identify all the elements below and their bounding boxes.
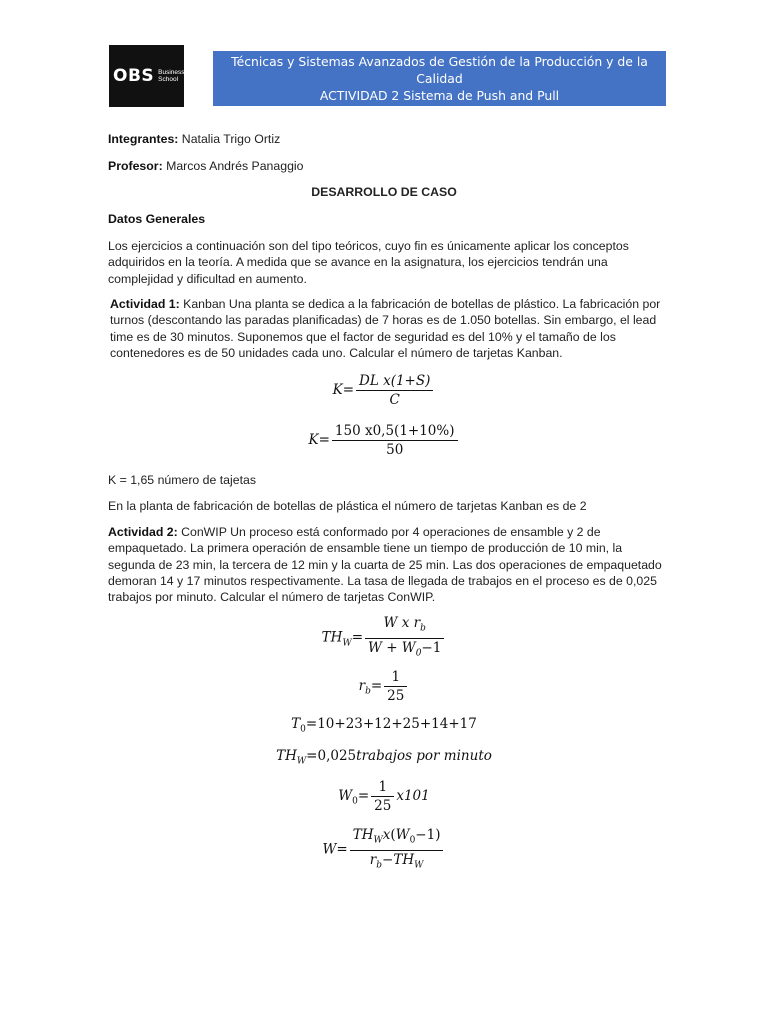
thw-value: $TH_W=0,025trabajos$ por minuto	[276, 748, 492, 767]
kanban-result: K = 1,65 número de tajetas	[108, 473, 257, 487]
general-heading: Datos Generales	[108, 212, 206, 226]
actividad2-paragraph	[108, 524, 664, 605]
banner-line2: ACTIVIDAD 2 Sistema de Push and Pull	[319, 88, 560, 103]
kanban-substitution: K= $\frac{150 x0,5(1+10\%)}{50}$	[0, 422, 768, 459]
actividad2-text: ConWIP Un proceso está conformado por 4 operaciones de ensamble y 2 de empaquetado. La primera operación de ensamble tiene un tiempo de producción de 10 min, la segunda de 23 min, la tercera de 12 min y la cuarta de 25 min. Las dos operaciones de empaquetado demoran 14 y 17 minutos respectivamente. La tasa de llegada de trabajos en el proceso es de 0,025 trabajos por minuto. Calcular el número de tarjetas ConWIP.	[108, 525, 662, 605]
title-banner	[213, 51, 666, 106]
thw-rhs: =0,025	[306, 748, 357, 764]
kanban-sub-num: 150 x0,5(1+10%)	[332, 422, 458, 441]
rb-formula: $r_b=$ $\frac{1}{25}$	[0, 668, 768, 705]
w0-formula: $W_0=$ $\frac{1}{25}$ x101	[338, 779, 430, 814]
thw-unit: trabajos por minuto	[356, 748, 492, 764]
w0-mult: x101	[396, 788, 430, 804]
actividad1-paragraph	[110, 296, 666, 361]
actividad1-text: Kanban Una planta se dedica a la fabricación de botellas de plástico. La fabricación por turnos (descontando las paradas planificadas) de 7 horas es de 1.050 botellas. Sin embargo, el lead time es de 30 minutos. Suponemos que el factor de seguridad es del 10% y el tamaño de los contenedores es de 50 unidades cada uno. Calcular el número de tarjetas Kanban.	[110, 297, 661, 360]
general-text: Los ejercicios a continuación son del tipo teóricos, cuyo fin es únicamente aplicar los conceptos adquiridos en la teoría. A medida que se avance en la asignatura, los ejercicios tendrán una complejidad y dificultad en aumento.	[108, 239, 629, 286]
logo-sub-line2: School	[158, 76, 179, 83]
logo-sub-line1: Business	[158, 69, 185, 76]
kanban-formula-den: C	[389, 392, 400, 408]
profesor-value: Marcos Andrés Panaggio	[162, 159, 304, 173]
banner-line1: Técnicas y Sistemas Avanzados de Gestión de la Producción y de la Calidad	[231, 54, 648, 86]
kanban-formula-num: DL x(1+S)	[356, 372, 433, 391]
case-title: DESARROLLO DE CASO	[311, 185, 457, 199]
kanban-conclusion: En la planta de fabricación de botellas de plástica el número de tarjetas Kanban es de 2	[108, 499, 587, 513]
integrantes-line	[108, 131, 664, 147]
integrantes-value: Natalia Trigo Ortiz	[178, 132, 281, 146]
logo-sub-text	[158, 69, 184, 83]
profesor-label: Profesor:	[108, 159, 163, 173]
thw-formula: $TH_W=$ $\frac{W x r_b}{W + W_0-1}$	[0, 614, 768, 662]
t0-formula: $T_0=10+23+12+25+14+17$	[291, 716, 477, 735]
integrantes-label: Integrantes:	[108, 132, 179, 146]
actividad2-label: Actividad 2:	[108, 525, 178, 539]
t0-rhs: =10+23+12+25+14+17	[305, 716, 477, 732]
w-formula: W= $\frac{TH_Wx(W_0-1)}{r_b-TH_W}$	[0, 826, 768, 874]
profesor-line	[108, 158, 664, 174]
logo-main-text: OBS	[113, 66, 155, 86]
obs-logo	[109, 45, 184, 107]
actividad1-label: Actividad 1:	[110, 297, 180, 311]
kanban-formula: K= $\frac{\text{DL x(1+S)}}{C}$	[0, 372, 768, 409]
kanban-sub-den: 50	[386, 442, 404, 458]
